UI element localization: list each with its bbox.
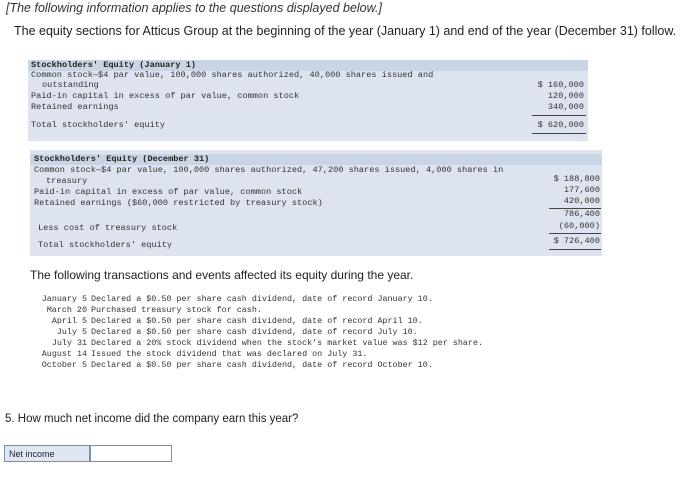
jan-table-title: Stockholders' Equity (January 1) — [28, 60, 588, 71]
net-income-label: Net income — [4, 445, 90, 462]
transaction-item: April 5 Declared a $0.50 per share cash dividend, date of record April 10. — [51, 316, 423, 326]
dec-subtotal-amount: 786,400 — [563, 209, 600, 219]
dec-retained-amount: 420,000 — [563, 196, 600, 206]
dec-treasury-label: Less cost of treasury stock — [38, 223, 178, 233]
dec-retained-label: Retained earnings ($60,000 restricted by treasury stock) — [34, 198, 323, 208]
dec-treasury-rule — [549, 233, 601, 234]
dec-common-stock-label-cont: treasury — [46, 176, 88, 186]
jan-common-stock-label: Common stock—$4 par value, 100,000 shares authorized, 40,000 shares issued and — [31, 70, 434, 80]
dec-table-title: Stockholders' Equity (December 31) — [30, 154, 602, 165]
transaction-item: March 20 Purchased treasury stock for cash. — [46, 305, 262, 315]
dec-total-amount: $ 726,400 — [553, 236, 600, 246]
transaction-item: January 5 Declared a $0.50 per share cash dividend, date of record January 10. — [41, 294, 433, 304]
transactions-intro: The following transactions and events affected its equity during the year. — [30, 268, 414, 282]
dec-equity-table — [30, 150, 602, 256]
question-text: 5. How much net income did the company earn this year? — [5, 413, 299, 425]
jan-retained-label: Retained earnings — [31, 102, 119, 112]
jan-total-label: Total stockholders' equity — [31, 120, 166, 130]
jan-equity-table — [28, 60, 588, 141]
intro-text: The equity sections for Atticus Group at the beginning of the year (January 1) and end of the year (December 31) follow. — [14, 24, 677, 38]
header-note: [The following information applies to the questions displayed below.] — [6, 1, 382, 15]
transaction-item: October 5 Declared a $0.50 per share cash dividend, date of record October 10. — [41, 360, 433, 370]
dec-treasury-amount: (60,000) — [558, 221, 600, 231]
dec-total-label: Total stockholders' equity — [38, 240, 173, 250]
dec-total-rule — [549, 249, 601, 250]
jan-common-stock-amount: $ 160,000 — [537, 80, 584, 90]
dec-paid-in-label: Paid-in capital in excess of par value, common stock — [34, 187, 303, 197]
transactions-list — [30, 294, 483, 371]
jan-total-amount: $ 620,000 — [537, 120, 584, 130]
transaction-item: August 14 Issued the stock dividend that was declared on July 31. — [41, 349, 368, 359]
dec-paid-in-amount: 177,600 — [563, 185, 600, 195]
jan-total-rule — [532, 133, 586, 134]
transaction-item: July 5 Declared a $0.50 per share cash dividend, date of record July 10. — [56, 327, 418, 337]
jan-subtotal-rule — [532, 115, 586, 116]
jan-common-stock-label-cont: outstanding — [42, 80, 99, 90]
jan-retained-amount: 340,000 — [547, 102, 584, 112]
dec-common-stock-amount: $ 188,800 — [553, 174, 600, 184]
dec-common-stock-label: Common stock—$4 par value, 100,000 shares authorized, 47,200 shares issued, 4,000 shares in — [34, 165, 504, 175]
jan-paid-in-label: Paid-in capital in excess of par value, common stock — [31, 91, 300, 101]
jan-paid-in-amount: 120,000 — [547, 91, 584, 101]
transaction-item: July 31 Declared a 20% stock dividend when the stock's market value was $12 per share. — [51, 338, 484, 348]
net-income-input[interactable] — [90, 445, 172, 462]
